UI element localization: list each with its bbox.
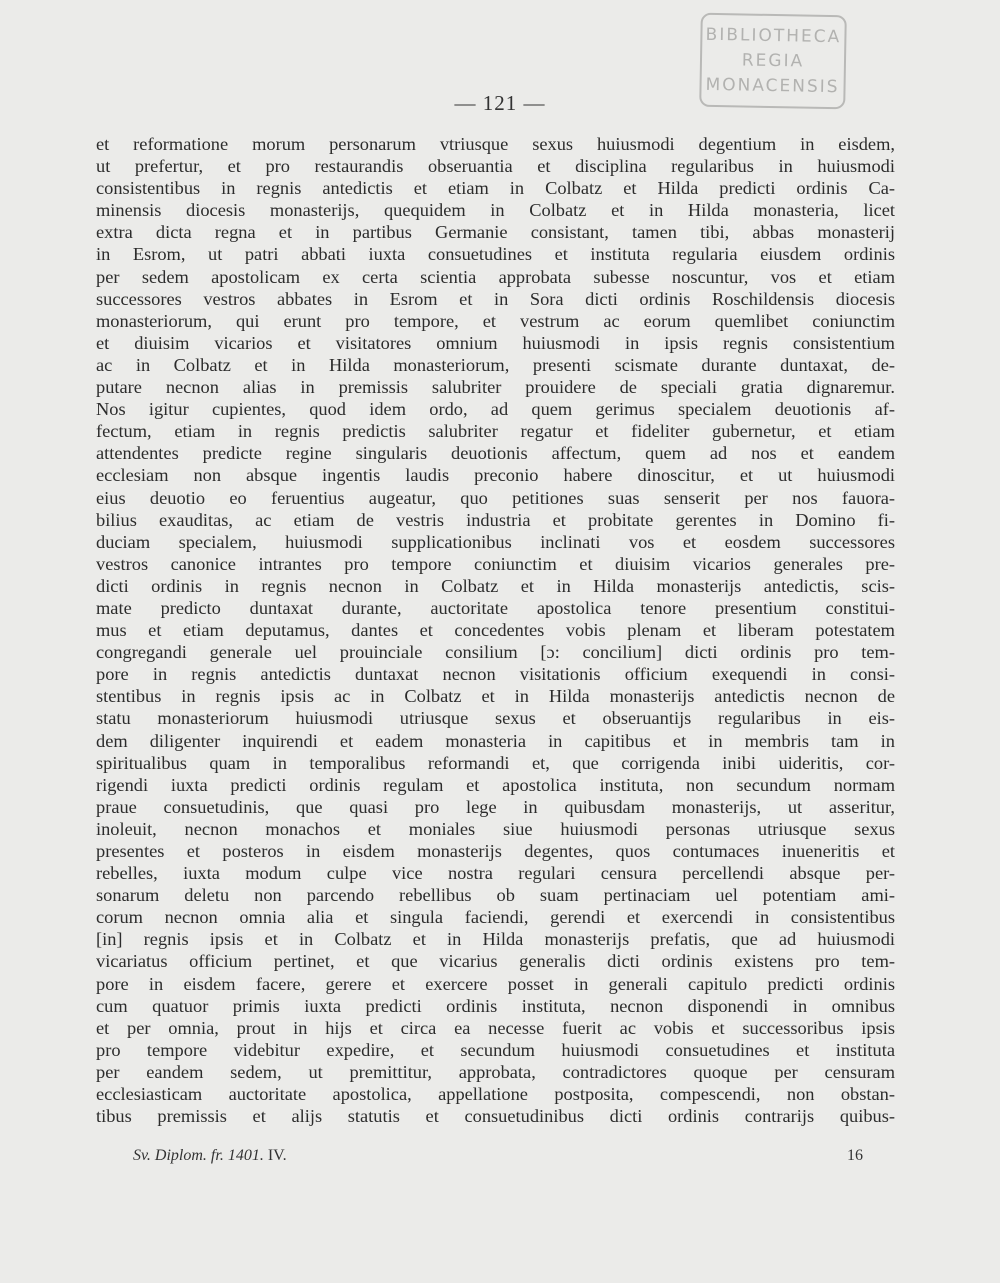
body-text bbox=[96, 133, 895, 1127]
text-line: ecclesiasticam auctoritate apostolica, appellatione postposita, compescendi, non obstan- bbox=[96, 1084, 895, 1105]
stamp-line: REGIA bbox=[741, 50, 805, 72]
text-line: congregandi generale uel prouinciale consilium [ɔ: concilium] dicti ordinis pro tem- bbox=[96, 642, 895, 663]
text-line: statu monasteriorum huiusmodi utriusque sexus et obseruantijs regularibus in eis- bbox=[96, 708, 895, 729]
text-line: rebelles, iuxta modum culpe vice nostra regulari censura percellendi absque per- bbox=[96, 863, 895, 884]
text-line: et per omnia, prout in hijs et circa ea necesse fuerit ac vobis et successoribus ipsis bbox=[96, 1017, 895, 1038]
stamp-line: MONACENSIS bbox=[705, 74, 840, 98]
text-line: presentes et posteros in eisdem monasterijs degentes, quos contumaces inueneritis et bbox=[96, 841, 895, 861]
text-line: duciam specialem, huiusmodi supplicationibus inclinati vos et eosdem successores bbox=[96, 531, 895, 552]
text-line: successores vestros abbates in Esrom et in Sora dicti ordinis Roschildensis diocesis bbox=[96, 288, 895, 309]
text-line: in Esrom, ut patri abbati iuxta consuetudines et instituta regularia eiusdem ordinis bbox=[96, 244, 895, 265]
sheet-number: 16 bbox=[847, 1147, 863, 1164]
text-line: minensis diocesis monasterijs, quequidem in Colbatz et in Hilda monasteria, licet bbox=[96, 200, 895, 221]
text-line: vicariatus officium pertinet, et que vicarius generalis dicti ordinis existens pro tem- bbox=[96, 951, 895, 972]
text-line: pore in eisdem facere, gerere et exercere posset in generali capitulo predicti ordinis bbox=[96, 973, 895, 994]
text-line: [in] regnis ipsis et in Colbatz et in Hilda monasterijs prefatis, que ad huiusmodi bbox=[96, 929, 895, 950]
text-line: per sedem apostolicam ex certa scientia approbata subesse noscuntur, vos et etiam bbox=[96, 266, 895, 287]
text-line: et reformatione morum personarum vtriusque sexus huiusmodi degentium in eisdem, bbox=[96, 134, 895, 154]
text-line: dem diligenter inquirendi et eadem monasteria in capitibus et in membris tam in bbox=[96, 730, 895, 751]
page-number: — 121 — bbox=[454, 91, 546, 115]
text-line: et diuisim vicarios et visitatores omnium huiusmodi in ipsis regnis consistentium bbox=[96, 332, 895, 353]
text-line: vestros canonice intrantes pro tempore coniunctim et diuisim vicarios generales pre- bbox=[96, 553, 895, 574]
text-line: fectum, etiam in regnis predictis salubriter regatur et fideliter gubernetur, et etiam bbox=[96, 421, 895, 442]
text-line: attendentes predicte regine singularis deuotionis affectum, quem ad nos et eandem bbox=[96, 443, 895, 464]
text-line: corum necnon omnia alia et singula faciendi, gerendi et exercendi in consistentibus bbox=[96, 907, 895, 928]
text-line: pore in regnis antedictis duntaxat necnon visitationis officium exequendi in consi- bbox=[96, 664, 895, 685]
text-line: eius deuotio eo feruentius augeatur, quo petitiones suas senserit per nos fauora- bbox=[96, 487, 895, 508]
stamp-line: BIBLIOTHECA bbox=[705, 24, 842, 48]
text-line: mus et etiam deputamus, dantes et concedentes vobis plenam et liberam potestatem bbox=[96, 620, 895, 641]
source-signature: Sv. Diplom. fr. 1401. bbox=[133, 1147, 264, 1164]
text-line: consistentibus in regnis antedictis et etiam in Colbatz et Hilda predicti ordinis Ca- bbox=[96, 178, 895, 199]
text-line: monasteriorum, qui erunt pro tempore, et vestrum ac eorum quemlibet coniunctim bbox=[96, 310, 895, 331]
text-line: rigendi iuxta predicti ordinis regulam et apostolica instituta, non secundum normam bbox=[96, 774, 895, 795]
text-line: inoleuit, necnon monachos et moniales siue huiusmodi personas utriusque sexus bbox=[96, 818, 895, 839]
text-line: dicti ordinis in regnis necnon in Colbatz et in Hilda monasterijs antedictis, scis- bbox=[96, 575, 895, 596]
text-line: extra dicta regna et in partibus Germanie consistant, tamen tibi, abbas monasterij bbox=[96, 222, 895, 243]
text-line: sonarum deletu non parcendo rebellibus ob suam pertinaciam uel potentiam ami- bbox=[96, 885, 895, 906]
text-line: ac in Colbatz et in Hilda monasteriorum, presenti scismate durante duntaxat, de- bbox=[96, 354, 895, 375]
text-line: pro tempore videbitur expedire, et secundum huiusmodi consuetudines et instituta bbox=[96, 1039, 895, 1060]
text-line: bilius exauditas, ac etiam de vestris industria et probitate gerentes in Domino fi- bbox=[96, 509, 895, 530]
text-line: spiritualibus quam in temporalibus reformandi et, que corrigenda inibi uideritis, cor- bbox=[96, 752, 895, 773]
text-line: ecclesiam non absque ingentis laudis preconio habere dinoscitur, et ut huiusmodi bbox=[96, 465, 895, 486]
text-line: ut prefertur, et pro restaurandis obseruantia et disciplina regularibus in huiusmodi bbox=[96, 156, 895, 177]
text-line: stentibus in regnis ipsis ac in Colbatz et in Hilda monasterijs antedictis necnon de bbox=[96, 686, 895, 707]
text-line: praue consuetudinis, que quasi pro lege in quibusdam monasterijs, ut asseritur, bbox=[96, 796, 895, 817]
page-footer bbox=[133, 1147, 863, 1165]
volume-number: IV. bbox=[267, 1147, 287, 1164]
text-line: mate predicto duntaxat durante, auctoritate apostolica tenore presentium constitui- bbox=[96, 597, 895, 618]
text-line: Nos igitur cupientes, quod idem ordo, ad quem gerimus specialem deuotionis af- bbox=[96, 399, 895, 420]
text-line: tibus premissis et alijs statutis et consuetudinibus dicti ordinis contrarijs quibus- bbox=[96, 1106, 895, 1127]
text-line: per eandem sedem, ut premittitur, approbata, contradictores quoque per censuram bbox=[96, 1061, 895, 1082]
text-line: cum quatuor primis iuxta predicti ordinis instituta, necnon disponendi in omnibus bbox=[96, 995, 895, 1016]
text-line: putare necnon alias in premissis salubriter prouidere de speciali gratia dignaremur. bbox=[96, 377, 895, 398]
